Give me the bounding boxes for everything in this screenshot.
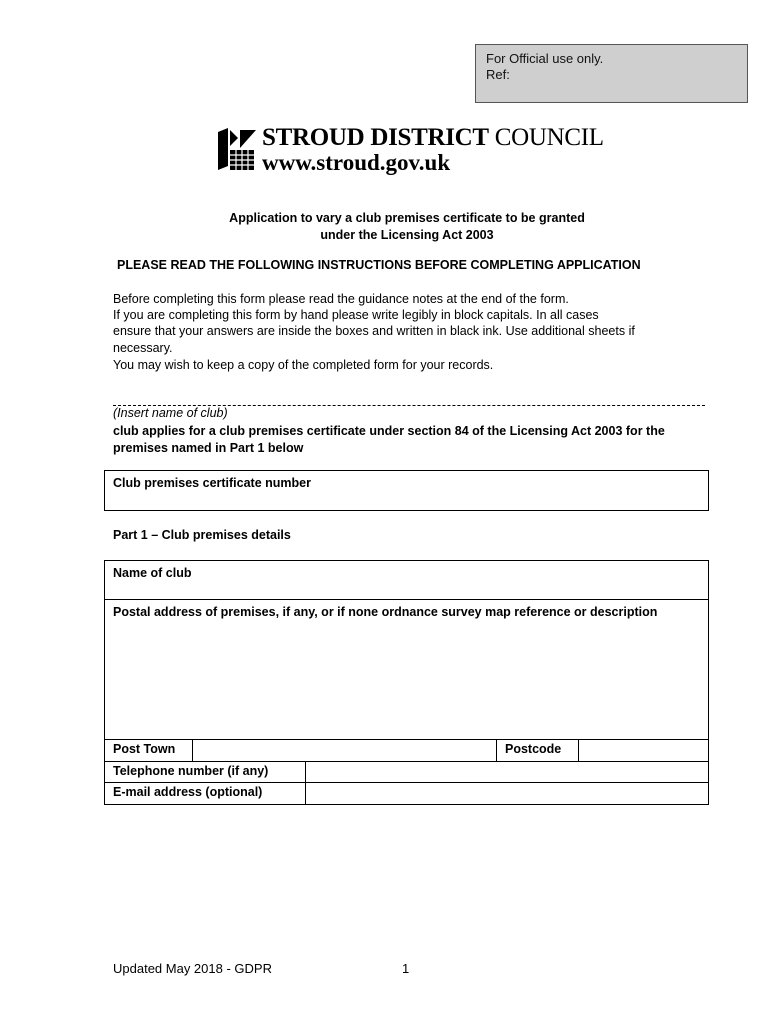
footer-updated: Updated May 2018 - GDPR (113, 961, 272, 976)
email-row (105, 783, 708, 804)
council-name (262, 124, 604, 152)
insert-club-name-hint: (Insert name of club) (113, 406, 228, 420)
post-town-row (105, 740, 708, 762)
instruction-line: ensure that your answers are inside the boxes and written in black ink. Use additional sheets if (113, 324, 635, 338)
telephone-label: Telephone number (if any) (113, 764, 269, 778)
official-use-label: For Official use only. (486, 51, 604, 66)
form-title: Application to vary a club premises certificate to be granted (229, 211, 585, 225)
instruction-line: Before completing this form please read the guidance notes at the end of the form. (113, 292, 569, 306)
page-number: 1 (402, 961, 410, 976)
post-town-input[interactable] (192, 740, 496, 761)
club-premises-details-table (104, 560, 709, 805)
council-name-bold: STROUD DISTRICT (262, 124, 489, 151)
form-subtitle: under the Licensing Act 2003 (320, 228, 494, 242)
telephone-input[interactable] (305, 762, 708, 782)
club-name-blank[interactable] (113, 392, 705, 406)
name-of-club-label: Name of club (113, 566, 192, 580)
postal-address-field[interactable] (105, 600, 708, 740)
email-input[interactable] (305, 783, 708, 804)
official-ref-label: Ref: (486, 67, 510, 82)
council-emblem-icon (216, 126, 258, 174)
postcode-label: Postcode (496, 740, 578, 761)
part1-heading: Part 1 – Club premises details (113, 528, 291, 542)
post-town-label: Post Town (113, 742, 176, 756)
application-statement: club applies for a club premises certificate under section 84 of the Licensing Act 2003 for the premises named in Part 1 below (113, 424, 665, 455)
certificate-number-field[interactable] (104, 470, 709, 511)
council-name-regular: COUNCIL (488, 124, 604, 151)
postal-address-label: Postal address of premises, if any, or if none ordnance survey map reference or description (113, 605, 658, 619)
official-use-box (475, 44, 748, 103)
instruction-line: You may wish to keep a copy of the completed form for your records. (113, 358, 494, 372)
council-logo (216, 124, 604, 176)
postcode-input[interactable] (578, 740, 708, 761)
instruction-line: If you are completing this form by hand please write legibly in block capitals. In all cases (113, 308, 599, 322)
instructions-heading: PLEASE READ THE FOLLOWING INSTRUCTIONS BEFORE COMPLETING APPLICATION (117, 258, 641, 272)
email-label: E-mail address (optional) (113, 785, 263, 799)
telephone-row (105, 762, 708, 783)
certificate-number-label: Club premises certificate number (113, 476, 311, 490)
name-of-club-field[interactable] (105, 561, 708, 600)
council-website: www.stroud.gov.uk (262, 150, 451, 175)
instruction-line: necessary. (113, 341, 173, 355)
